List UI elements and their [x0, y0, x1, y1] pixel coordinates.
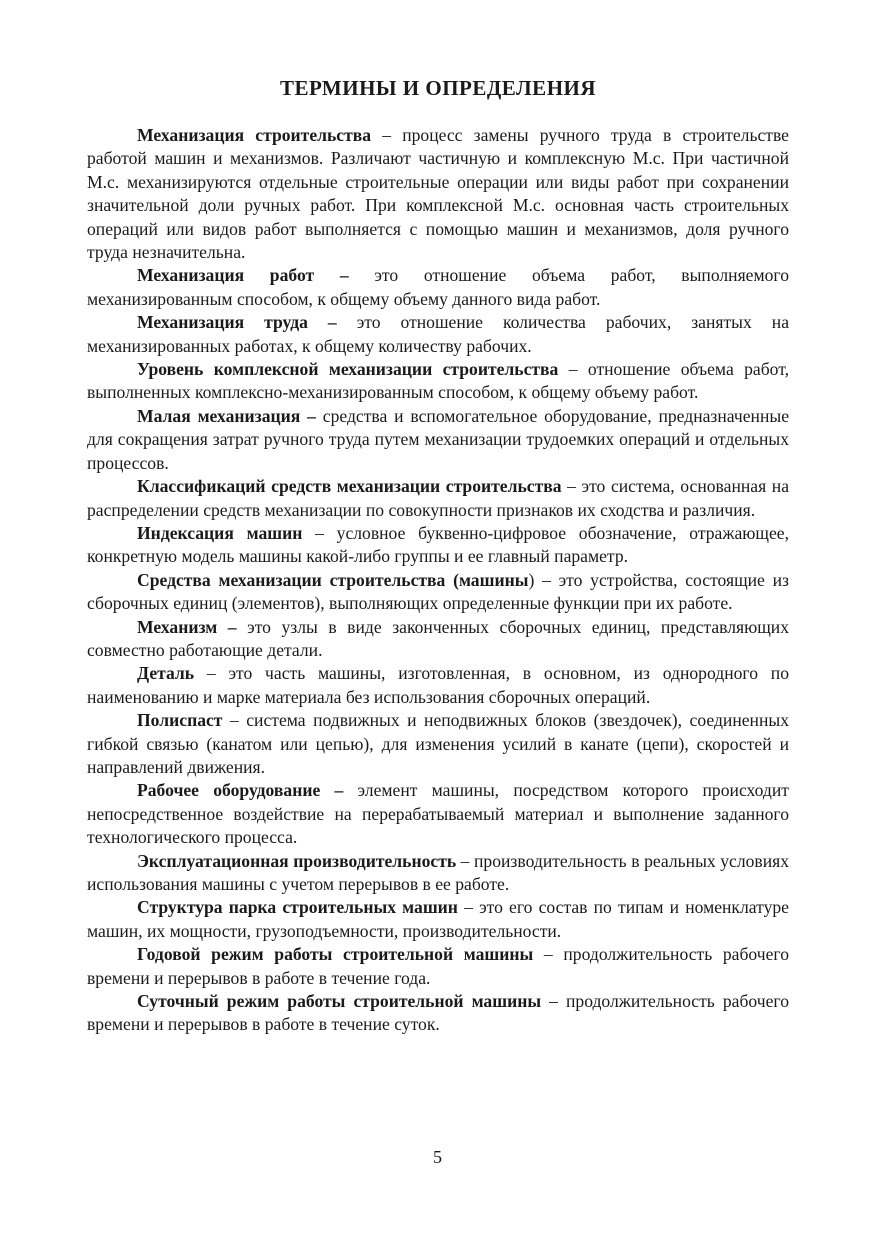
definition-text: – условное буквенно-цифровое обозначение, отражающее, конкретную модель машины какой-либо группы и ее главный параметр. [87, 522, 789, 567]
definition-entry [87, 522, 789, 569]
definition-text: – это его состав по типам и номенклатуре машин, их мощности, грузоподъемности, производительности. [87, 897, 789, 941]
page-number: 5 [433, 1147, 442, 1167]
definition-text: ) – это устройства, состоящие из сборочных единиц (элементов), выполняющих определенные функции при их работе. [87, 569, 789, 614]
definition-entry [87, 662, 789, 709]
definition-entry [87, 990, 789, 1037]
definition-text: – производительность в реальных условиях использования машины с учетом перерывов в ее работе. [87, 850, 790, 894]
definition-entry [87, 264, 789, 311]
definition-text: средства и вспомогательное оборудование, предназначенные для сокращения затрат ручного труда путем механизации трудоемких операций и отдельных процессов. [87, 405, 790, 473]
page-title: ТЕРМИНЫ И ОПРЕДЕЛЕНИЯ [279, 76, 597, 100]
definition-entry [87, 616, 789, 663]
term: Классификаций средств механизации строительства [137, 476, 562, 497]
definition-entry [87, 709, 789, 779]
definition-text: – продолжительность рабочего времени и перерывов в работе в течение года. [87, 944, 789, 988]
definition-entry [87, 779, 789, 849]
definition-text: это отношение количества рабочих, занятых на механизированных работах, к общему количеству рабочих. [87, 312, 789, 356]
term: Механизация строительства [137, 125, 372, 145]
definition-text: это узлы в виде законченных сборочных единиц, представляющих совместно работающие детали. [87, 616, 790, 660]
term: Полиспаст [137, 710, 223, 731]
definition-entry [87, 475, 789, 522]
definition-text: это отношение объема работ, выполняемого механизированным способом, к общему объему данного вида работ. [87, 265, 789, 309]
definition-entry [87, 896, 789, 943]
definition-entry [87, 124, 789, 264]
definition-entry [87, 569, 789, 616]
term: Индексация машин [137, 522, 303, 543]
definition-entry [87, 311, 789, 358]
definition-entry [87, 358, 789, 405]
term: Эксплуатационная производительность [137, 850, 457, 871]
document-page [87, 0, 789, 1037]
term: Суточный режим работы строительной машины [137, 991, 542, 1012]
term: Годовой режим работы строительной машины [137, 944, 534, 965]
definition-entry [87, 943, 789, 990]
definition-text: – отношение объема работ, выполненных комплексно-механизированным способом, к общему объему работ. [87, 359, 790, 403]
definition-entry [87, 850, 789, 897]
term: Структура парка строительных машин [137, 897, 458, 918]
definition-text: элемент машины, посредством которого происходит непосредственное воздействие на перерабатываемый материал и выполнение заданного технологического процесса. [87, 780, 789, 848]
definition-text: – это часть машины, изготовленная, в основном, из однородного по наименованию и марке материала без использования сборочных операций. [87, 663, 789, 707]
definition-text: – это система, основанная на распределении средств механизации по совокупности признаков их сходства и различия. [87, 476, 789, 520]
definition-text: – система подвижных и неподвижных блоков (звездочек), соединенных гибкой связью (канатом или цепью), для изменения усилий в канате (цепи), скоростей и направлений движения. [87, 710, 789, 777]
term: Механизм – [137, 616, 237, 637]
term: Средства механизации строительства (машины [137, 569, 529, 590]
definition-text: – продолжительность рабочего времени и перерывов в работе в течение суток. [87, 991, 789, 1035]
term: Малая механизация – [137, 405, 316, 426]
definition-text: – процесс замены ручного труда в строительстве работой машин и механизмов. Различают частичную и комплексную М.с. При частичной М.с. механизируются отдельные строительные операции или виды работ при сохранении значительной доли ручных работ. При комплексной М.с. основная часть строительных операций или видов работ выполняется с помощью машин и механизмов, доля ручного труда незначительна. [87, 125, 789, 263]
term: Рабочее оборудование – [137, 780, 344, 801]
definitions-list [87, 124, 789, 1037]
definition-entry [87, 405, 789, 475]
term: Уровень комплексной механизации строительства [137, 359, 559, 380]
term: Деталь [137, 663, 195, 684]
term: Механизация труда – [137, 312, 337, 333]
term: Механизация работ – [137, 265, 349, 286]
